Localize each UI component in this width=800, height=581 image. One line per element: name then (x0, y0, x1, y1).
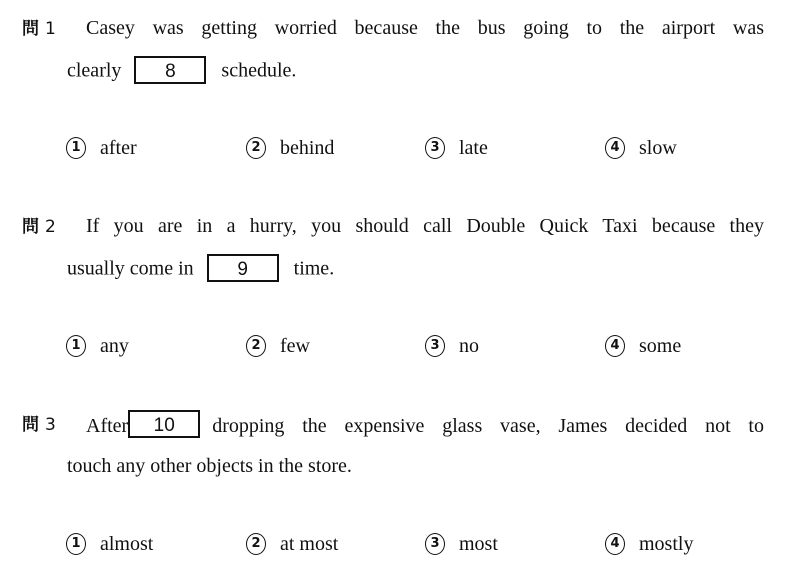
question-3-choices (0, 529, 800, 559)
choice-text: mostly (639, 533, 694, 555)
choice-2[interactable] (246, 133, 334, 163)
choice-text: behind (280, 137, 335, 159)
question-number: 1 (45, 19, 56, 39)
choice-text: any (100, 335, 129, 357)
choice-text: some (639, 335, 682, 357)
choice-3[interactable] (425, 331, 479, 361)
question-1-text-before-blank: clearly (67, 59, 122, 82)
question-1-choices (0, 133, 800, 163)
choice-text: no (459, 335, 479, 357)
choice-text: few (280, 335, 310, 357)
question-2-line-2 (67, 256, 334, 284)
circled-number-2-icon: 2 (246, 335, 266, 357)
question-3-label (22, 414, 56, 436)
choice-2[interactable] (246, 529, 338, 559)
choice-4[interactable] (605, 529, 693, 559)
choice-text: most (459, 533, 498, 555)
question-3-line-1 (86, 412, 764, 440)
choice-1[interactable] (66, 331, 129, 361)
question-3-line-2: touch any other objects in the store. (67, 455, 352, 477)
question-number: 2 (45, 217, 56, 237)
choice-1[interactable] (66, 133, 137, 163)
question-number: 3 (45, 415, 56, 435)
question-2-line-1: If you are in a hurry, you should call Double Quick Taxi because they (86, 215, 764, 237)
question-2-text-before-blank: usually come in (67, 257, 194, 280)
circled-number-3-icon: 3 (425, 335, 445, 357)
choice-4[interactable] (605, 331, 681, 361)
question-1-line-2 (67, 58, 296, 86)
question-2-label (22, 216, 56, 238)
choice-3[interactable] (425, 133, 488, 163)
circled-number-1-icon: 1 (66, 137, 86, 159)
choice-text: at most (280, 533, 339, 555)
choice-text: slow (639, 137, 677, 159)
answer-blank-8[interactable]: 8 (134, 56, 206, 84)
choice-4[interactable] (605, 133, 677, 163)
question-1-text-after-blank: schedule. (221, 59, 297, 82)
choice-1[interactable] (66, 529, 153, 559)
question-3-text-after-blank: dropping the expensive glass vase, James decided not to (212, 415, 764, 437)
question-3-text-before-blank: After (86, 415, 129, 437)
circled-number-2-icon: 2 (246, 533, 266, 555)
choice-3[interactable] (425, 529, 498, 559)
answer-blank-9[interactable]: 9 (207, 254, 279, 282)
question-1-line-1: Casey was getting worried because the bus going to the airport was (86, 17, 764, 39)
circled-number-4-icon: 4 (605, 137, 625, 159)
answer-blank-10[interactable]: 10 (128, 410, 200, 438)
question-2-text-after-blank: time. (293, 257, 335, 280)
question-label-kanji: 問 (22, 19, 39, 39)
question-label-kanji: 問 (22, 217, 39, 237)
choice-text: late (459, 137, 488, 159)
choice-2[interactable] (246, 331, 310, 361)
question-1-label (22, 18, 56, 40)
circled-number-4-icon: 4 (605, 335, 625, 357)
circled-number-2-icon: 2 (246, 137, 266, 159)
circled-number-1-icon: 1 (66, 533, 86, 555)
circled-number-3-icon: 3 (425, 137, 445, 159)
question-2-choices (0, 331, 800, 361)
circled-number-3-icon: 3 (425, 533, 445, 555)
choice-text: after (100, 137, 137, 159)
circled-number-4-icon: 4 (605, 533, 625, 555)
choice-text: almost (100, 533, 154, 555)
circled-number-1-icon: 1 (66, 335, 86, 357)
question-label-kanji: 問 (22, 415, 39, 435)
